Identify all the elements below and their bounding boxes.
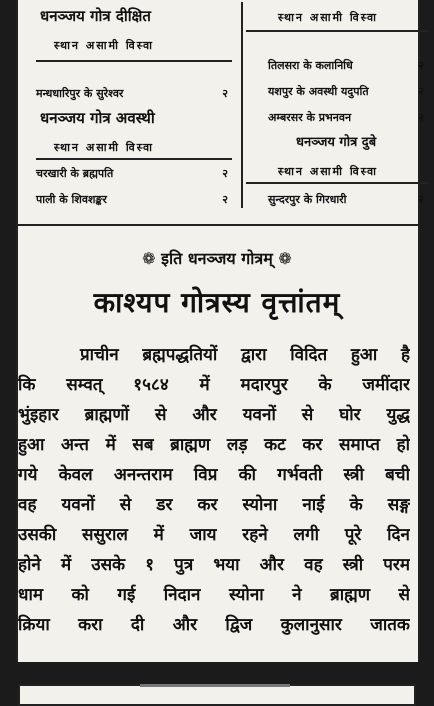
rule xyxy=(36,60,232,62)
subhead-right-1: स्थान असामी विस्वा xyxy=(278,11,379,24)
row-value: २ xyxy=(418,193,424,206)
text-line: कि सम्वत् १५८४ में मदारपुर के जमींदार xyxy=(18,375,410,395)
row-value: २ xyxy=(222,193,228,206)
row-place: पाली के शिवशङ्कर xyxy=(36,193,107,206)
text-line: होने में उसके १ पुत्र भया और वह स्त्री परम xyxy=(18,555,410,575)
subhead-left-2: स्थान असामी विस्वा xyxy=(54,141,155,154)
heading-dube: धनञ्जय गोत्र दुबे xyxy=(296,135,377,150)
heading-avasthi: धनञ्जय गोत्र अवस्थी xyxy=(40,109,155,127)
row-place: मन्धधारिपुर के सुरेश्वर xyxy=(36,87,124,100)
table-row xyxy=(36,166,232,181)
heading-dixit: धनञ्जय गोत्र दीक्षित xyxy=(40,7,151,25)
faded-text xyxy=(140,684,290,687)
row-place: यशपुर के अवस्थी यदुपति xyxy=(268,85,369,98)
subhead-right-2: स्थान असामी विस्वा xyxy=(278,165,379,178)
row-place: अम्बरसर के प्रभनवन xyxy=(268,111,352,124)
table-row xyxy=(268,84,428,99)
text-line: प्राचीन ब्रह्मपद्धतियों द्वारा विदित हुआ है xyxy=(80,345,410,365)
rule xyxy=(246,182,428,184)
next-page-box xyxy=(18,684,416,706)
rule xyxy=(246,30,428,32)
row-place: सुन्दरपुर के गिरधारी xyxy=(268,193,347,206)
text-line: वह यवनों से डर कर स्योना नाई के सङ्ग xyxy=(18,495,410,515)
column-divider xyxy=(241,2,243,208)
row-value: २ xyxy=(222,87,228,100)
section-end-ornament: ❁ इति धनञ्जय गोत्रम् ❁ xyxy=(142,249,292,268)
row-value: २ xyxy=(222,167,228,180)
row-value: २ xyxy=(418,85,424,98)
rule xyxy=(36,158,232,160)
table-row xyxy=(268,58,428,73)
row-place: चरखारी के ब्रह्मपति xyxy=(36,167,114,180)
table-row xyxy=(268,192,428,207)
subhead-left-1: स्थान असामी विस्वा xyxy=(54,39,155,52)
row-place: तिलसरा के कलानिधि xyxy=(268,59,353,72)
gotra-table xyxy=(36,0,428,222)
text-line: हुआ अन्त में सब ब्राह्मण लड़ कट कर समाप्त हो xyxy=(18,435,410,455)
body-paragraph xyxy=(18,340,410,640)
table-row xyxy=(268,110,428,125)
text-line: भुंइहार ब्राह्मणों से और यवनों से घोर युद्ध xyxy=(18,405,410,425)
row-value: २ xyxy=(418,59,424,72)
text-line: क्रिया करा दी और द्विज कुलानुसार जातक xyxy=(18,615,410,635)
table-row xyxy=(36,86,232,101)
text-line: धाम को गई निदान स्योना ने ब्राह्मण से xyxy=(18,585,410,605)
section-rule xyxy=(18,224,418,226)
page-title: काश्यप गोत्रस्य वृत्तांतम् xyxy=(93,286,341,319)
text-line: उसकी ससुराल में जाय रहने लगी पूरे दिन xyxy=(18,525,410,545)
text-line: गये केवल अनन्तराम विप्र की गर्भवती स्त्री बची xyxy=(18,465,410,485)
table-row xyxy=(36,192,232,207)
row-value: २ xyxy=(418,111,424,124)
